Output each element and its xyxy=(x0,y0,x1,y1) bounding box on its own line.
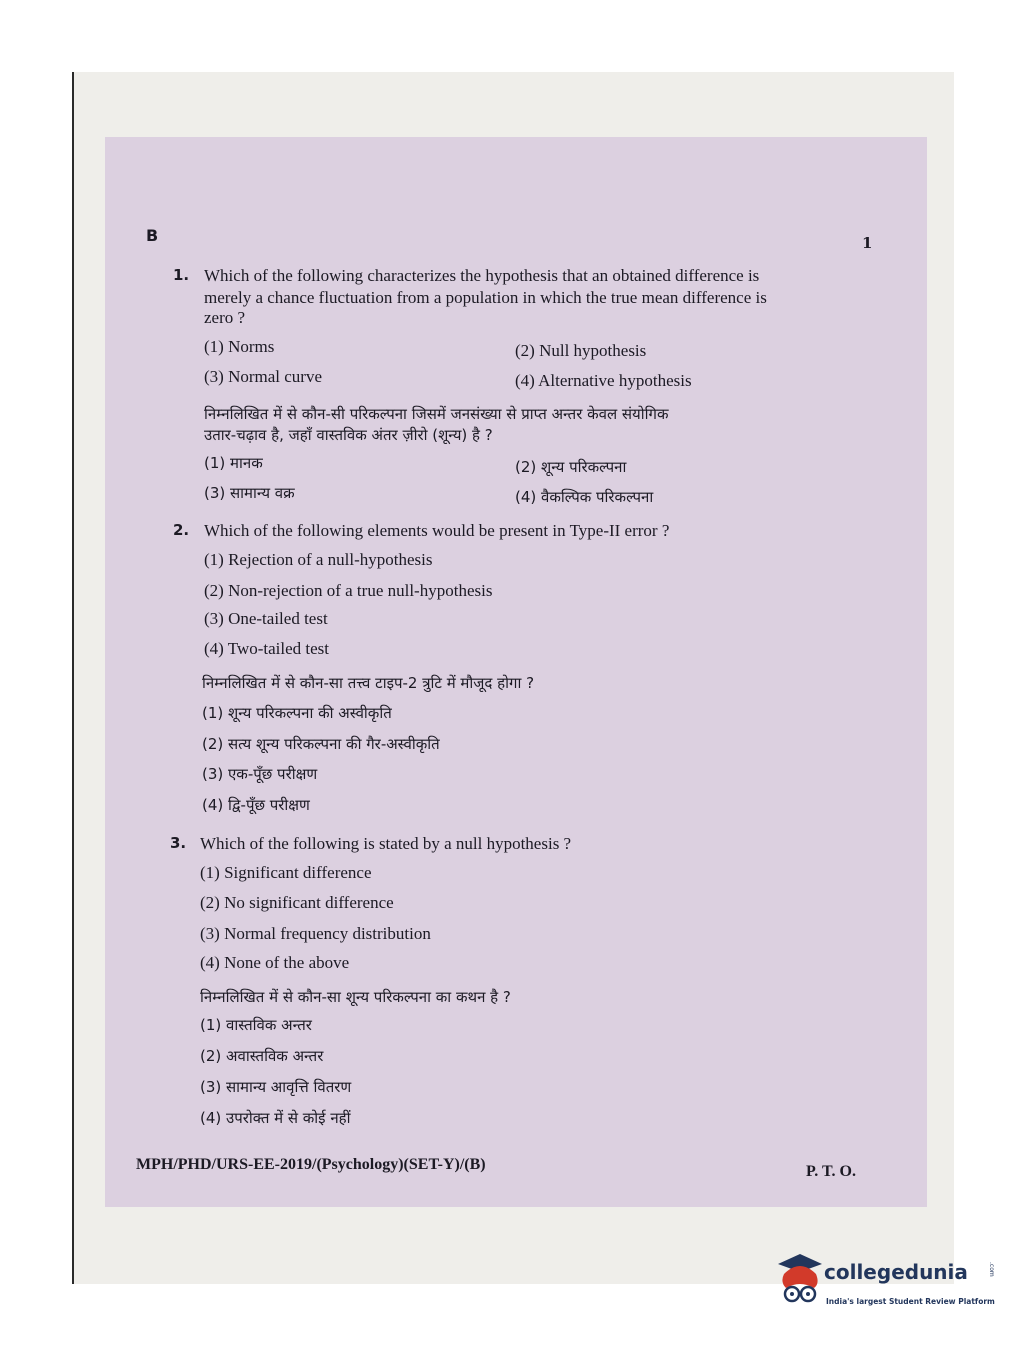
hindi-question-line: उतार-चढ़ाव है, जहाँ वास्तविक अंतर ज़ीरो (शून्य) है ? xyxy=(204,426,493,444)
hindi-option: (1) मानक xyxy=(204,454,263,472)
question-text: Which of the following elements would be present in Type-II error ? xyxy=(204,521,670,540)
answer-option: (1) Norms xyxy=(204,337,275,356)
question-text-line: zero ? xyxy=(204,308,246,327)
answer-option: (4) None of the above xyxy=(200,953,350,972)
hindi-question-line: निम्नलिखित में से कौन-सी परिकल्पना जिसमें जनसंख्या से प्राप्त अन्तर केवल संयोगिक xyxy=(204,405,669,423)
hindi-option: (4) द्वि-पूँछ परीक्षण xyxy=(202,796,310,814)
question-text-line: merely a chance fluctuation from a population in which the true mean difference is xyxy=(204,288,767,307)
answer-option: (4) Alternative hypothesis xyxy=(515,371,692,390)
hindi-option: (3) सामान्य वक्र xyxy=(204,484,295,502)
hindi-question-line: निम्नलिखित में से कौन-सा शून्य परिकल्पना का कथन है ? xyxy=(200,988,511,1006)
set-letter: B xyxy=(146,226,159,245)
hindi-option: (1) वास्तविक अन्तर xyxy=(200,1016,312,1034)
watermark-brand: collegedunia xyxy=(824,1260,968,1284)
answer-option: (2) Null hypothesis xyxy=(515,341,647,360)
hindi-option: (3) सामान्य आवृत्ति वितरण xyxy=(200,1078,352,1096)
question-number: 1. xyxy=(173,266,190,284)
question-number: 2. xyxy=(173,521,190,539)
question-text: Which of the following is stated by a null hypothesis ? xyxy=(200,834,572,853)
hindi-option: (4) वैकल्पिक परिकल्पना xyxy=(515,488,654,506)
hindi-option: (4) उपरोक्त में से कोई नहीं xyxy=(200,1109,351,1127)
answer-option: (3) Normal curve xyxy=(204,367,323,386)
paper-code: MPH/PHD/URS-EE-2019/(Psychology)(SET-Y)/(B) xyxy=(136,1156,486,1173)
question-text-line: Which of the following characterizes the hypothesis that an obtained difference is xyxy=(204,266,760,285)
watermark-tagline: India's largest Student Review Platform xyxy=(826,1297,995,1306)
hindi-option: (2) अवास्तविक अन्तर xyxy=(200,1047,324,1065)
answer-option: (3) One-tailed test xyxy=(204,609,328,628)
answer-option: (2) Non-rejection of a true null-hypothesis xyxy=(204,581,493,600)
hindi-option: (2) शून्य परिकल्पना xyxy=(515,458,627,476)
answer-option: (4) Two-tailed test xyxy=(204,639,330,658)
hindi-option: (1) शून्य परिकल्पना की अस्वीकृति xyxy=(202,704,392,722)
question-number: 3. xyxy=(170,834,187,852)
watermark-domain: .com xyxy=(988,1262,995,1277)
answer-option: (1) Significant difference xyxy=(200,863,372,882)
hindi-question-line: निम्नलिखित में से कौन-सा तत्त्व टाइप-2 त्रुटि में मौजूद होगा ? xyxy=(202,674,535,692)
pto-label: P. T. O. xyxy=(806,1163,856,1180)
answer-option: (1) Rejection of a null-hypothesis xyxy=(204,550,433,569)
page-number: 1 xyxy=(862,234,873,252)
answer-option: (2) No significant difference xyxy=(200,893,394,912)
hindi-option: (2) सत्य शून्य परिकल्पना की गैर-अस्वीकृति xyxy=(202,735,440,753)
answer-option: (3) Normal frequency distribution xyxy=(200,924,431,943)
hindi-option: (3) एक-पूँछ परीक्षण xyxy=(202,765,318,783)
